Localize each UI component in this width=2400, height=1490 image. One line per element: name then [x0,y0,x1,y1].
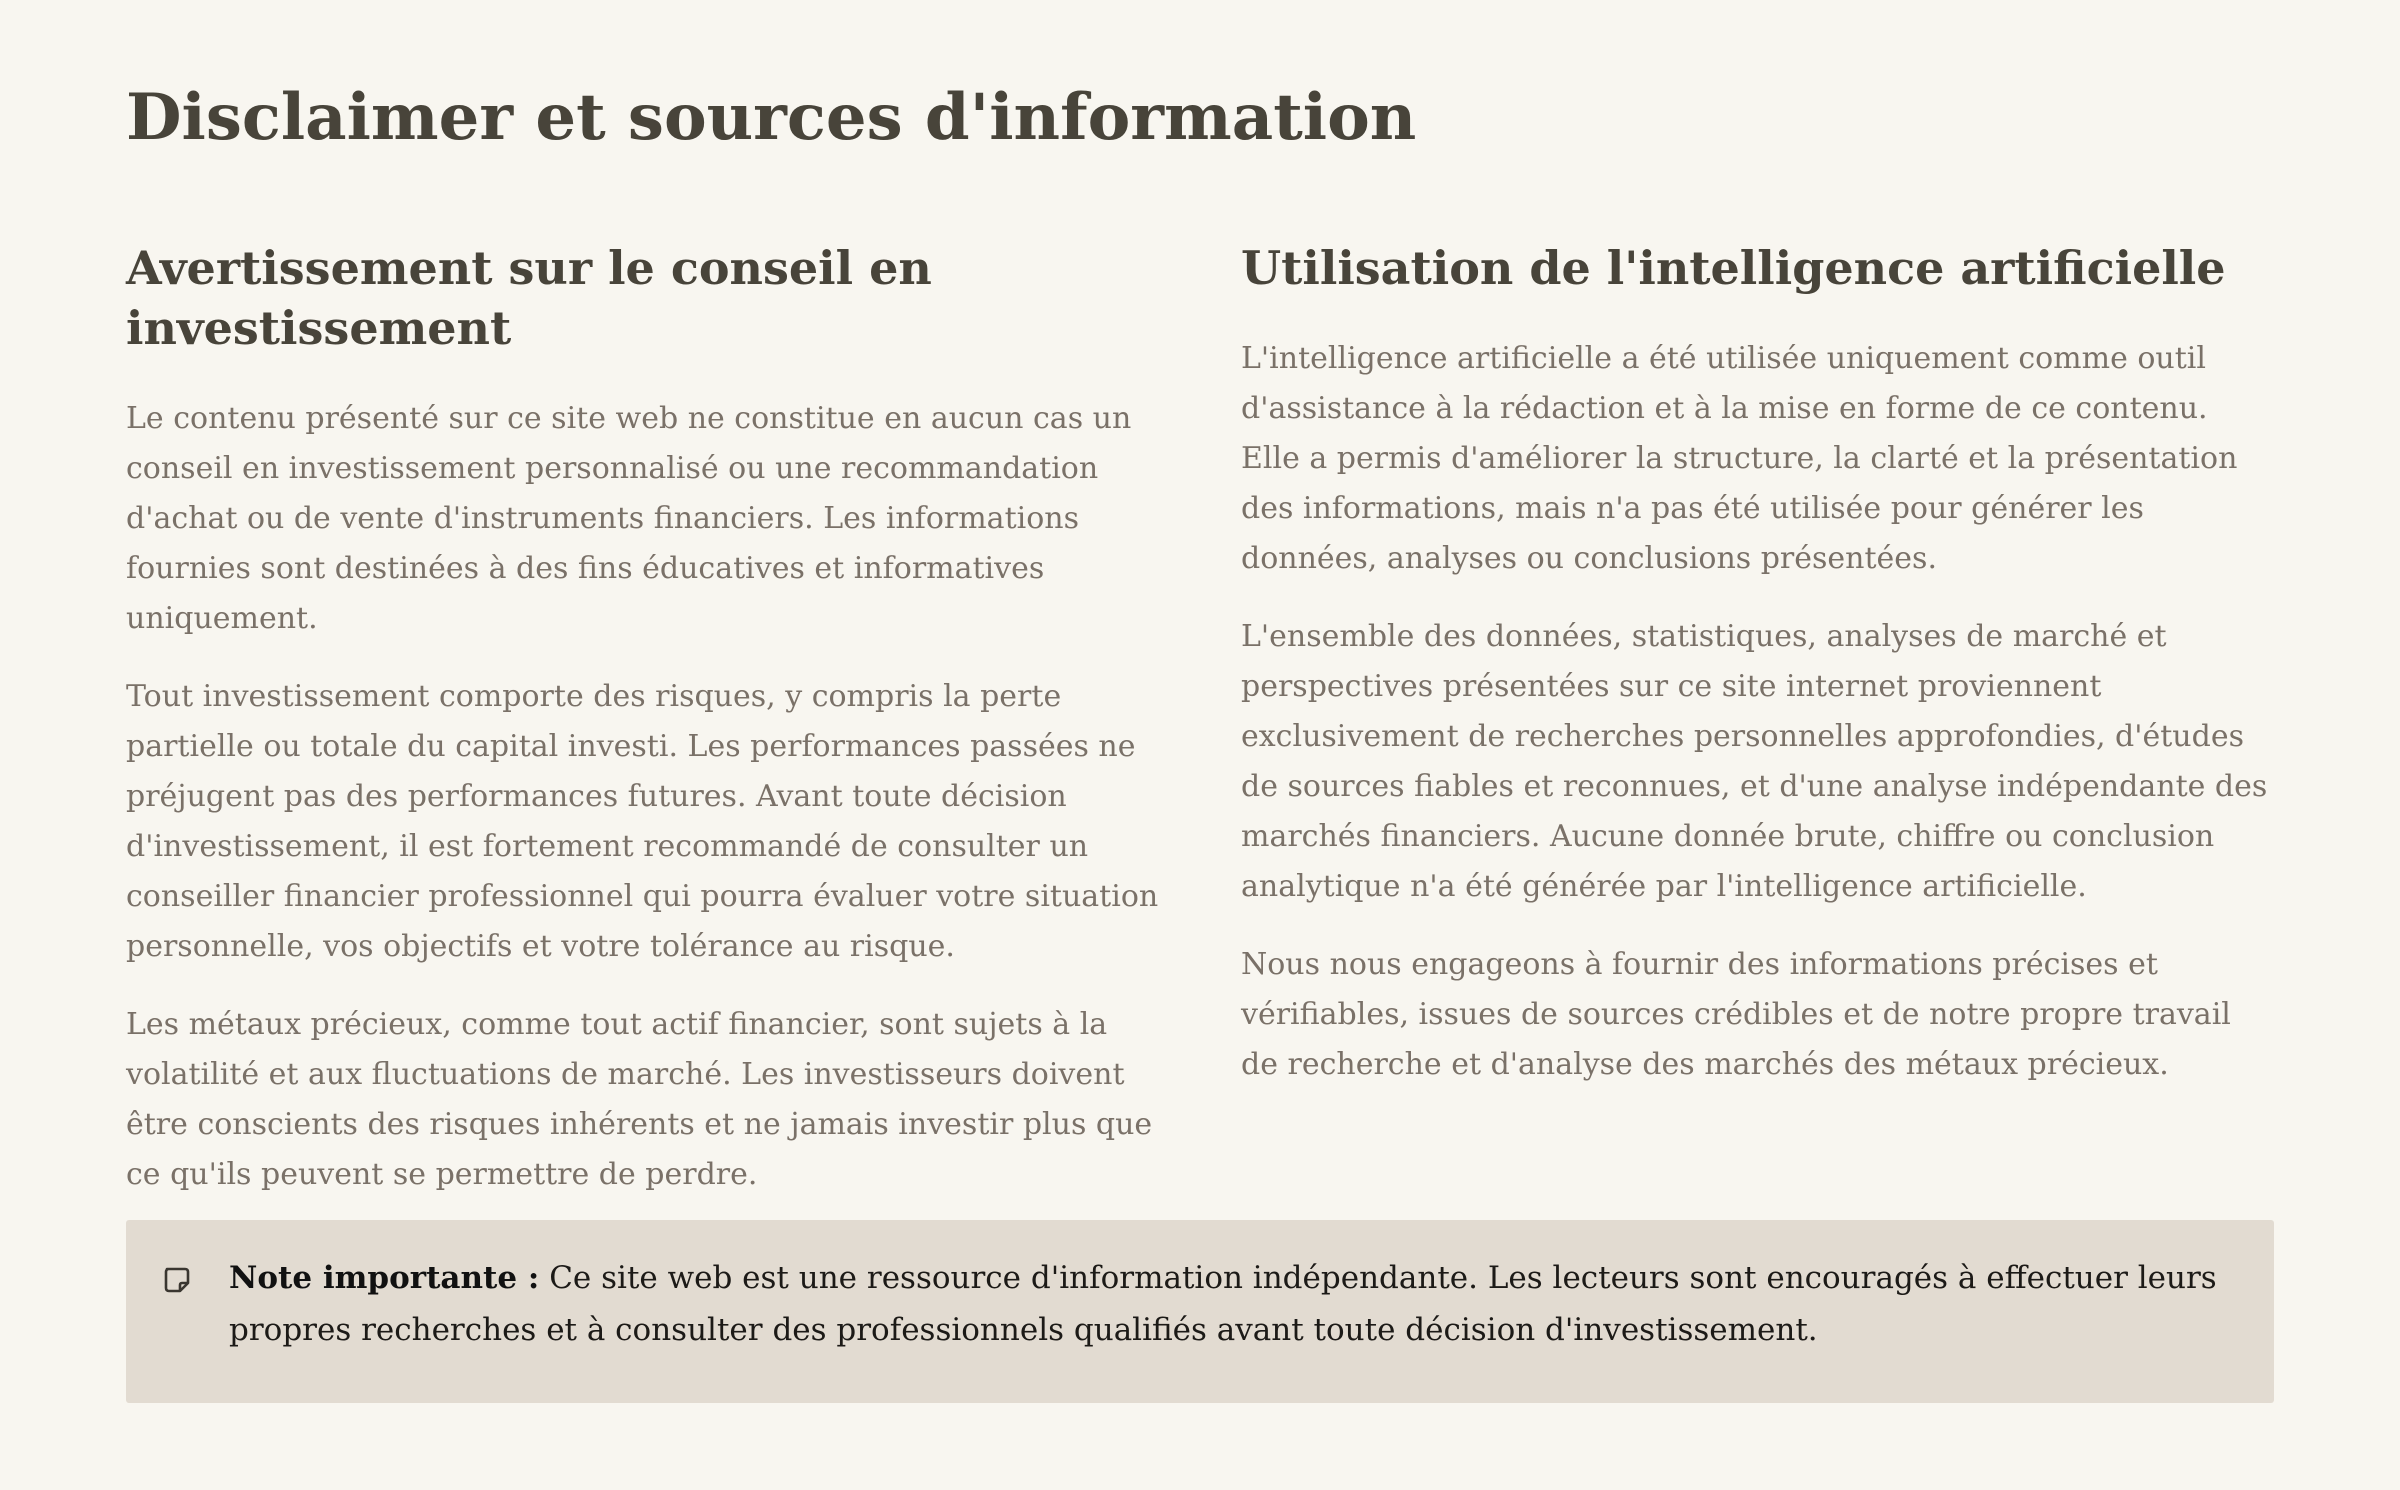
important-note-box [126,1220,2274,1403]
note-icon [163,1266,191,1294]
page-title: Disclaimer et sources d'information [126,80,1417,155]
important-note-text [229,1252,2239,1356]
investment-advice-paragraph: Le contenu présenté sur ce site web ne constitue en aucun cas un conseil en investissement personnalisé ou une recommandation d'achat ou de vente d'instruments financiers. Les informations fournies sont destinées à des fins éducatives et informatives uniquement. [126,401,1132,636]
investment-advice-heading: Avertissement sur le conseil en investissement [126,241,932,355]
ai-usage-paragraph: L'intelligence artificielle a été utilisée uniquement comme outil d'assistance à la rédaction et à la mise en forme de ce contenu. Elle a permis d'améliorer la structure, la clarté et la présentation des informations, mais n'a pas été utilisée pour générer les données, analyses ou conclusions présentées. [1241,341,2238,576]
ai-usage-section [1241,238,2274,1118]
investment-advice-section [126,238,1166,1228]
ai-usage-paragraph: L'ensemble des données, statistiques, analyses de marché et perspectives présentées sur ce site internet proviennent exclusivement de recherches personnelles approfondies, d'études de sources fiables et reconnues, et d'une analyse indépendante des marchés financiers. Aucune donnée brute, chiffre ou conclusion analytique n'a été générée par l'intelligence artificielle. [1241,619,2268,904]
note-label: Note importante : [229,1260,540,1296]
ai-usage-heading: Utilisation de l'intelligence artificielle [1241,241,2226,295]
ai-usage-paragraph: Nous nous engageons à fournir des informations précises et vérifiables, issues de sources crédibles et de notre propre travail de recherche et d'analyse des marchés des métaux précieux. [1241,947,2231,1082]
investment-advice-paragraph: Tout investissement comporte des risques, y compris la perte partielle ou totale du capital investi. Les performances passées ne préjugent pas des performances futures. Avant toute décision d'investissement, il est fortement recommandé de consulter un conseiller financier professionnel qui pourra évaluer votre situation personnelle, vos objectifs et votre tolérance au risque. [126,679,1159,964]
note-body: Ce site web est une ressource d'information indépendante. Les lecteurs sont encouragés à effectuer leurs propres recherches et à consulter des professionnels qualifiés avant toute décision d'investissement. [229,1260,2217,1348]
investment-advice-paragraph: Les métaux précieux, comme tout actif financier, sont sujets à la volatilité et aux fluctuations de marché. Les investisseurs doivent être conscients des risques inhérents et ne jamais investir plus que ce qu'ils peuvent se permettre de perdre. [126,1007,1153,1192]
